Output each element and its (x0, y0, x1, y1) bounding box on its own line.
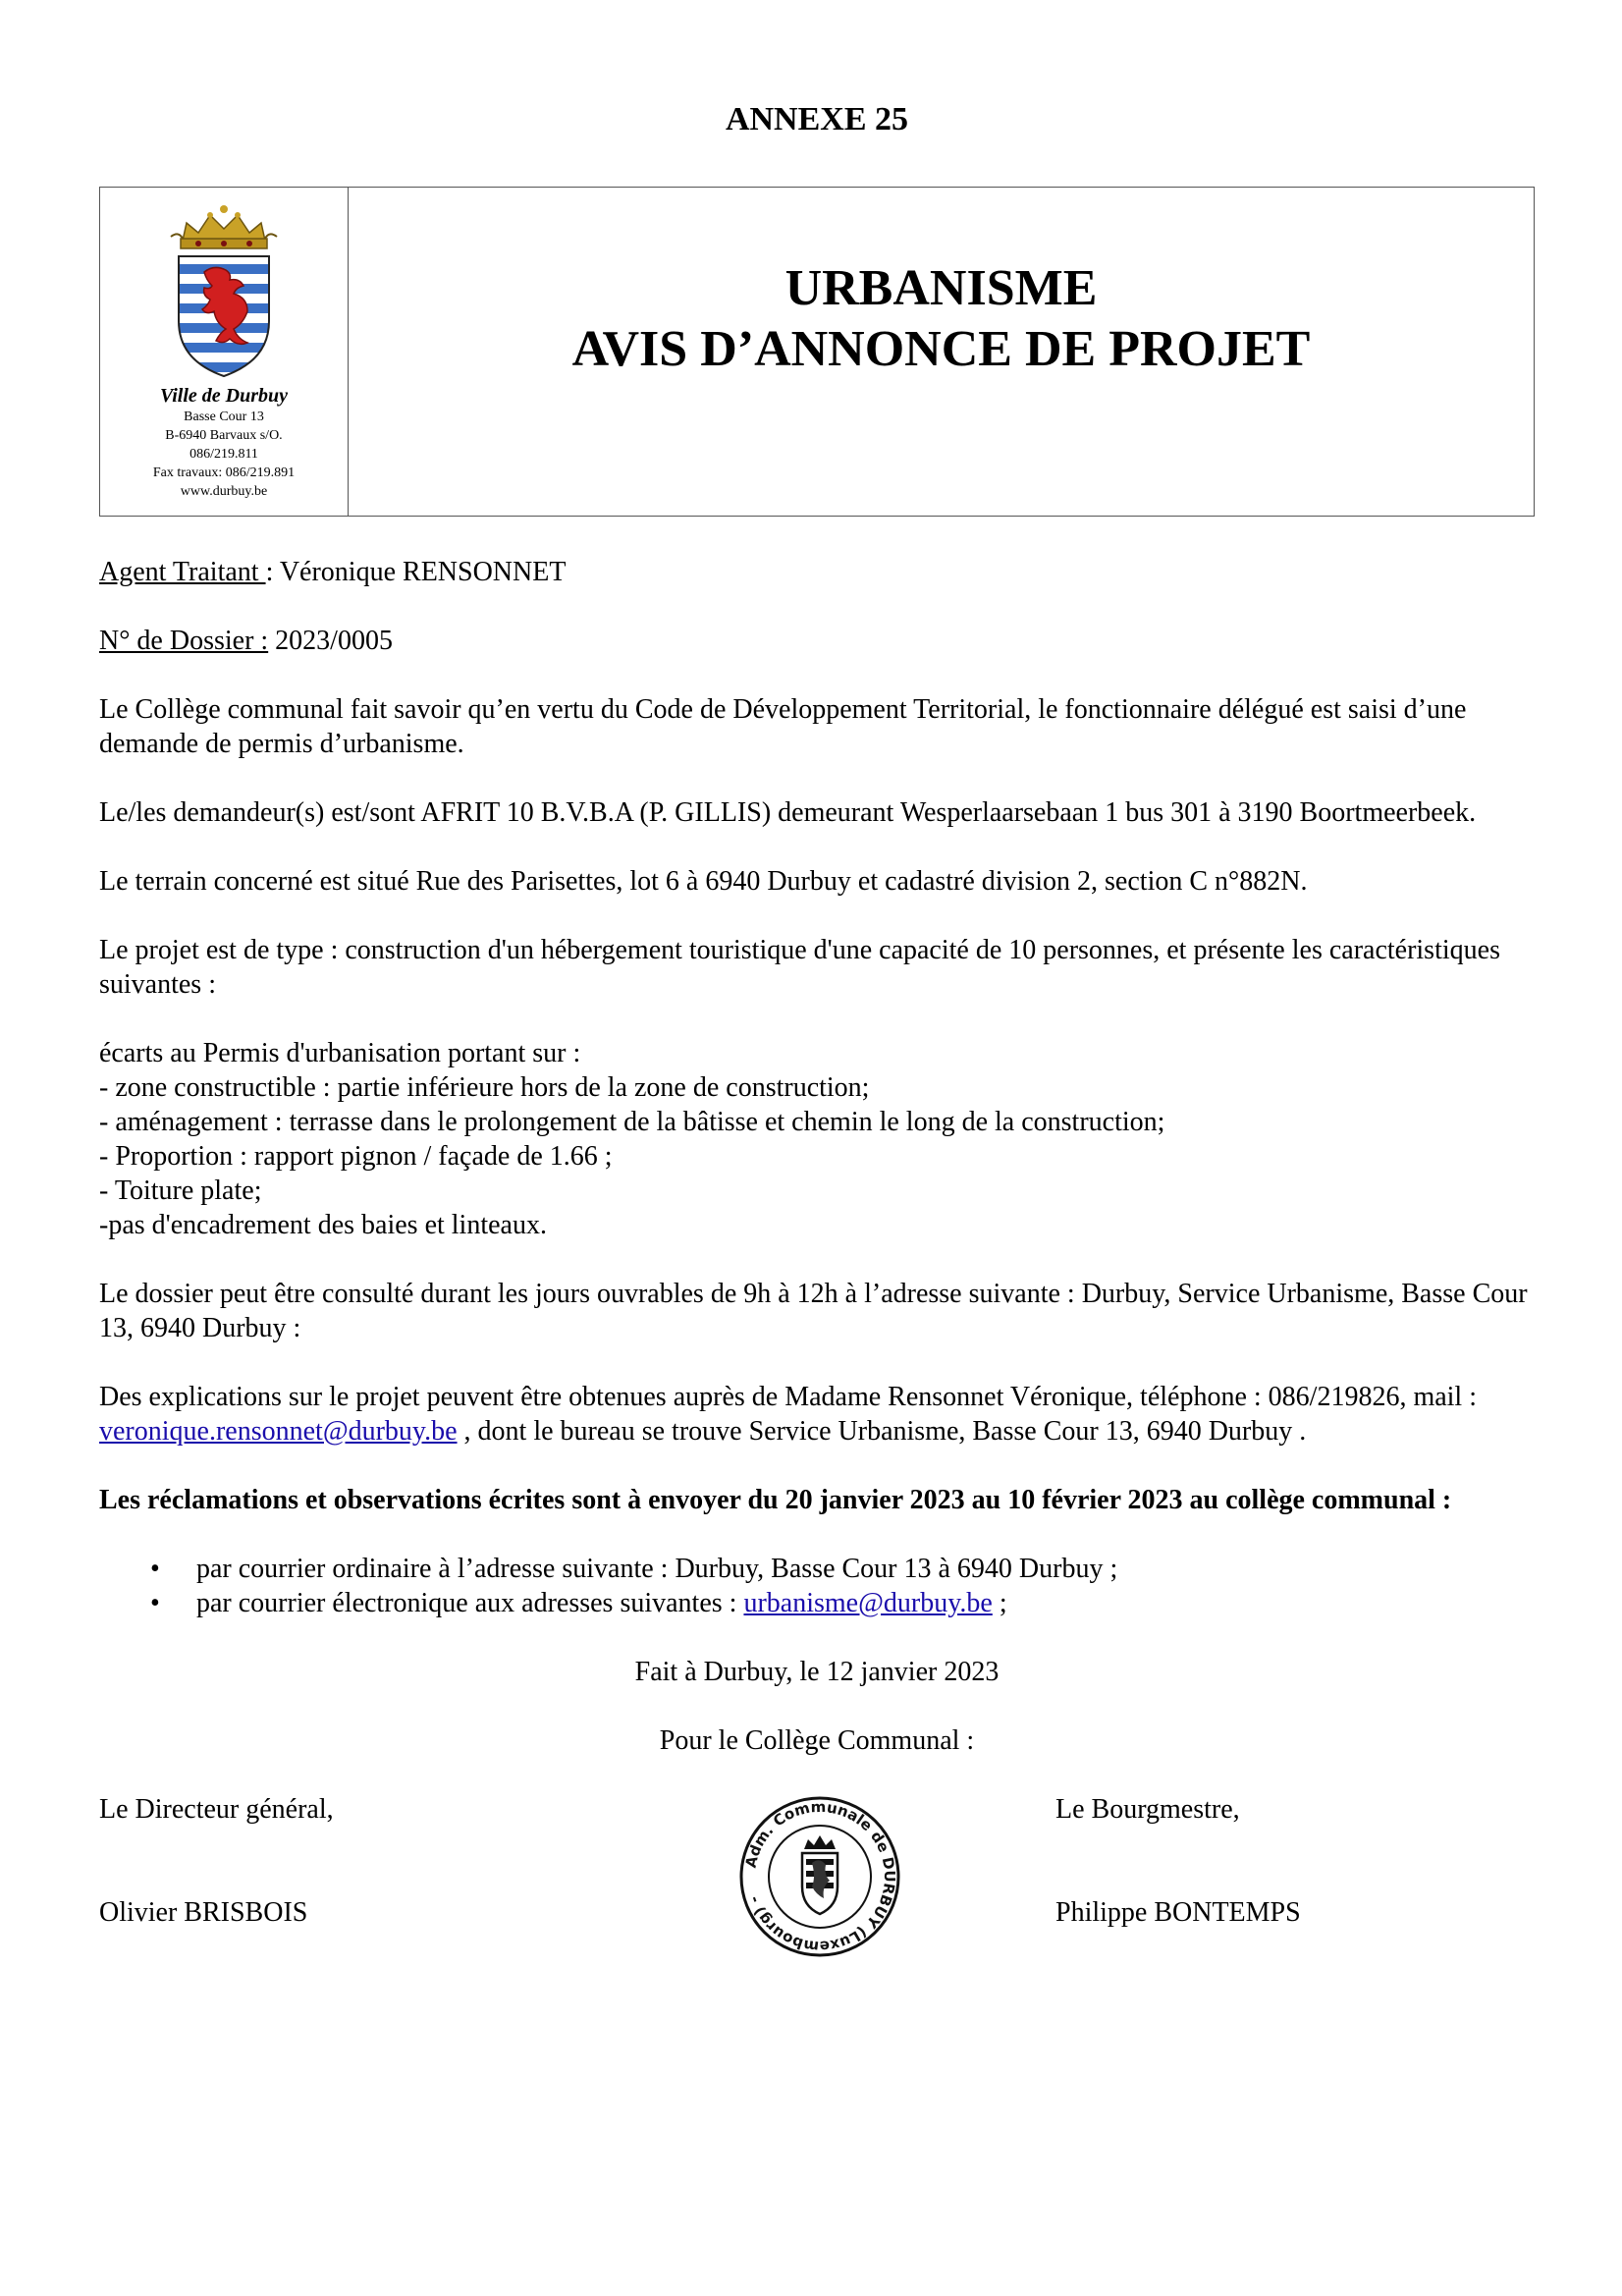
signature-right (1055, 1792, 1527, 1930)
ecarts-list (99, 1036, 1535, 1242)
logo-cell (100, 188, 349, 516)
title-avis: AVIS D’ANNONCE DE PROJET (571, 321, 1311, 377)
bullet-electronique-after: ; (992, 1588, 1007, 1618)
paragraph-college: Le Collège communal fait savoir qu’en vertu du Code de Développement Territorial, le fonctionnaire délégué est saisi d’une demande de permis d’urbanisme. (99, 694, 1467, 759)
phone-line: 086/219.811 (189, 447, 258, 462)
paragraph-projet: Le projet est de type : construction d'un hébergement touristique d'une capacité de 10 personnes, et présente les caractéristiques suivantes : (99, 935, 1500, 1000)
list-item (99, 1586, 1535, 1620)
directeur-title: Le Directeur général, (99, 1794, 334, 1825)
explications-text: Des explications sur le projet peuvent être obtenues auprès de Madame Rensonnet Véronique, téléphone : 086/219826, mail : (99, 1382, 1477, 1412)
bullet-list (99, 1552, 1535, 1620)
email-link-veronique[interactable]: veronique.rensonnet@durbuy.be (99, 1416, 458, 1447)
paragraph-reclamations: Les réclamations et observations écrites sont à envoyer du 20 janvier 2023 au 10 février 2023 au collège communal : (99, 1485, 1452, 1515)
annexe-heading: ANNEXE 25 (725, 101, 909, 137)
bullet-icon: • (150, 1554, 160, 1584)
bullet-icon: • (150, 1588, 160, 1618)
header-box (99, 187, 1535, 517)
title-cell (349, 188, 1534, 516)
email-link-urbanisme[interactable]: urbanisme@durbuy.be (743, 1588, 993, 1618)
document-body (99, 555, 1535, 1998)
dossier-line (99, 624, 1535, 658)
signature-left (99, 1792, 590, 1998)
ecart-item: - zone constructible : partie inférieure hors de la zone de construction; (99, 1072, 870, 1103)
commune-seal-icon (737, 1794, 902, 1959)
address-line: Basse Cour 13 (184, 410, 264, 424)
agent-label: Agent Traitant (99, 557, 266, 587)
website-line: www.durbuy.be (180, 484, 268, 499)
pour-line: Pour le Collège Communal : (659, 1725, 975, 1756)
bourgmestre-title: Le Bourgmestre, (1055, 1794, 1240, 1825)
bullet-courrier: par courrier ordinaire à l’adresse suivante : Durbuy, Basse Cour 13 à 6940 Durbuy ; (196, 1554, 1118, 1584)
paragraph-terrain: Le terrain concerné est situé Rue des Parisettes, lot 6 à 6940 Durbuy et cadastré division 2, section C n°882N. (99, 866, 1308, 897)
bourgmestre-name: Philippe BONTEMPS (1055, 1897, 1301, 1928)
ecart-item: - Proportion : rapport pignon / façade de 1.66 ; (99, 1141, 613, 1172)
ecart-item: - Toiture plate; (99, 1175, 262, 1206)
signature-row (99, 1792, 1535, 1998)
explications-text-after: , dont le bureau se trouve Service Urbanisme, Basse Cour 13, 6940 Durbuy . (457, 1416, 1307, 1447)
directeur-name: Olivier BRISBOIS (99, 1897, 308, 1928)
fait-line: Fait à Durbuy, le 12 janvier 2023 (634, 1657, 1000, 1687)
dossier-value: 2023/0005 (268, 626, 393, 656)
bullet-electronique: par courrier électronique aux adresses suivantes : (196, 1588, 744, 1618)
paragraph-demandeur: Le/les demandeur(s) est/sont AFRIT 10 B.V.B.A (P. GILLIS) demeurant Wesperlaarsebaan 1 bus 301 à 3190 Boortmeerbeek. (99, 797, 1477, 828)
paragraph-consulte: Le dossier peut être consulté durant les jours ouvrables de 9h à 12h à l’adresse suivante : Durbuy, Service Urbanisme, Basse Cour 13, 6940 Durbuy : (99, 1279, 1528, 1343)
list-item (99, 1552, 1535, 1586)
durbuy-crest-icon (165, 203, 283, 380)
svg-text:Adm. Communale de DURBUY (Luxe: Adm. Communale de DURBUY (Luxembourg) - (741, 1797, 899, 1956)
ecarts-intro: écarts au Permis d'urbanisation portant sur : (99, 1038, 581, 1068)
agent-value: : Véronique RENSONNET (265, 557, 567, 587)
address-line: B-6940 Barvaux s/O. (165, 428, 283, 443)
paragraph-explications (99, 1380, 1535, 1449)
ville-name: Ville de Durbuy (159, 385, 288, 407)
ecart-item: - aménagement : terrasse dans le prolongement de la bâtisse et chemin le long de la construction; (99, 1107, 1165, 1137)
title-urbanisme: URBANISME (784, 260, 1098, 316)
dossier-label: N° de Dossier : (99, 626, 269, 656)
agent-line (99, 555, 1535, 589)
fax-line: Fax travaux: 086/219.891 (152, 465, 296, 480)
ecart-item: -pas d'encadrement des baies et linteaux. (99, 1210, 547, 1240)
